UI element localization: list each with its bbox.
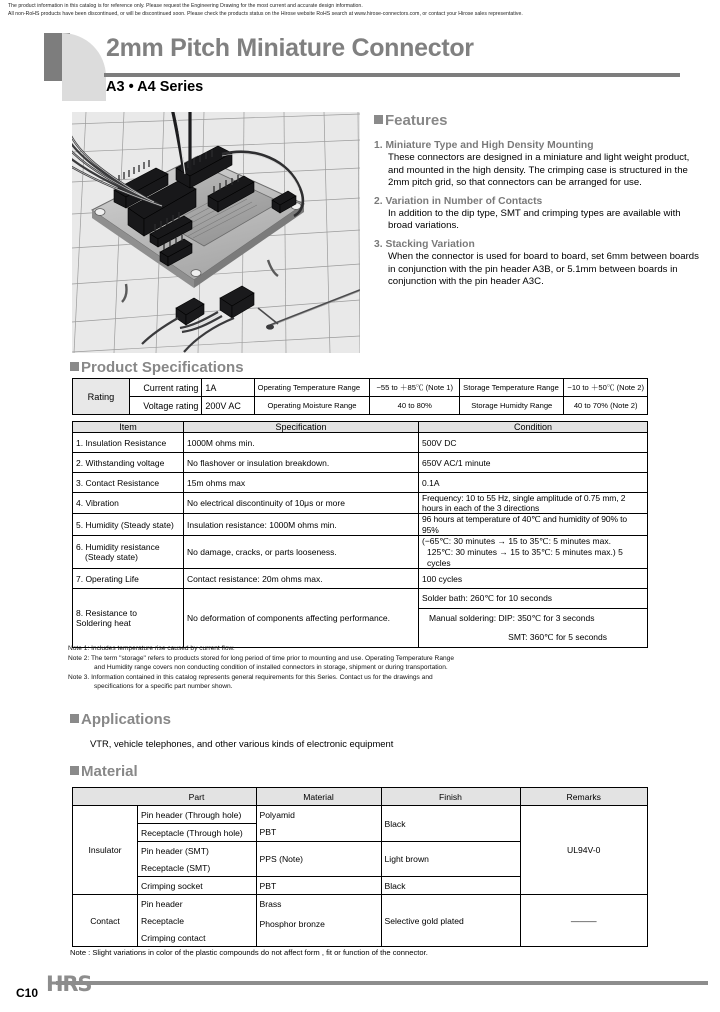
column-header-specification: Specification bbox=[184, 422, 419, 433]
spec-condition-line1: (−65℃: 30 minutes → 15 to 35℃: 5 minutes max. bbox=[422, 536, 611, 546]
spec-specification: No electrical discontinuity of 10μs or more bbox=[184, 493, 419, 514]
material-part: Receptacle bbox=[138, 912, 257, 929]
spec-specification: Contact resistance: 20m ohms max. bbox=[184, 569, 419, 589]
storage-temp-value: −10 to ＋50℃ (Note 2) bbox=[564, 379, 648, 397]
spec-condition-line2: 125℃: 30 minutes → 15 to 35℃: 5 minutes max.) 5 cycles bbox=[427, 547, 623, 568]
material-remarks: ——— bbox=[520, 895, 648, 947]
spec-condition: 100 cycles bbox=[419, 569, 648, 589]
material-group-contact: Contact bbox=[73, 895, 138, 947]
material-finish bbox=[381, 929, 520, 947]
table-row bbox=[73, 589, 648, 609]
material-part: Crimping socket bbox=[138, 877, 257, 895]
feature-title-text: Variation in Number of Contacts bbox=[385, 195, 543, 207]
material-table bbox=[72, 787, 648, 947]
operating-moisture-key: Operating Moisture Range bbox=[254, 397, 370, 415]
footer-rule bbox=[56, 981, 708, 985]
spec-item: 2. Withstanding voltage bbox=[73, 453, 184, 473]
spec-condition: 650V AC/1 minute bbox=[419, 453, 648, 473]
title-rule bbox=[104, 73, 680, 77]
table-row bbox=[73, 806, 648, 824]
material-part: Pin header (SMT) bbox=[138, 842, 257, 860]
title-quarter-shape bbox=[62, 33, 106, 101]
material-heading: Material bbox=[70, 763, 138, 780]
product-specifications-heading: Product Specifications bbox=[70, 359, 244, 376]
feature-title bbox=[374, 238, 704, 251]
material-material: Brass bbox=[256, 895, 381, 913]
column-header-part: Part bbox=[138, 788, 257, 806]
material-part: Pin header bbox=[138, 895, 257, 913]
feature-title bbox=[374, 195, 704, 208]
bullet-square-icon bbox=[70, 766, 79, 775]
material-material: PBT bbox=[256, 877, 381, 895]
material-finish: Black bbox=[381, 877, 520, 895]
spec-item: 4. Vibration bbox=[73, 493, 184, 514]
page-number: C10 bbox=[16, 986, 39, 1000]
table-row bbox=[73, 397, 648, 415]
table-row bbox=[73, 569, 648, 589]
material-note: Note : Slight variations in color of the plastic compounds do not affect form , fit or function of the connector. bbox=[70, 948, 428, 957]
material-finish: Selective gold plated bbox=[381, 912, 520, 929]
material-remarks: UL94V-0 bbox=[520, 806, 648, 895]
spec-item-line2: Soldering heat bbox=[76, 618, 131, 628]
features-heading: Features bbox=[374, 112, 448, 129]
column-header-finish: Finish bbox=[381, 788, 520, 806]
rating-table bbox=[72, 378, 648, 415]
operating-moisture-value: 40 to 80% bbox=[370, 397, 460, 415]
note-3-line1: Note 3. Information contained in this catalog represents general requirements for this Series. Contact us for the drawings and bbox=[68, 673, 433, 681]
applications-text: VTR, vehicle telephones, and other various kinds of electronic equipment bbox=[90, 738, 394, 749]
current-rating-value: 1A bbox=[202, 379, 254, 397]
operating-temp-key: Operating Temperature Range bbox=[254, 379, 370, 397]
material-material: PPS (Note) bbox=[256, 842, 381, 877]
spec-item-line2: (Steady state) bbox=[85, 552, 138, 562]
spec-item: 7. Operating Life bbox=[73, 569, 184, 589]
disclaimer-line-1: The product information in this catalog is for reference only. Please request the Engineering Drawing for the most current and accurate design information. bbox=[8, 3, 363, 9]
spec-condition: 0.1A bbox=[419, 473, 648, 493]
feature-body: In addition to the dip type, SMT and crimping types are available with broad variations. bbox=[388, 207, 681, 232]
feature-item bbox=[374, 195, 704, 233]
table-row bbox=[73, 493, 648, 514]
specifications-table bbox=[72, 421, 648, 648]
spec-condition bbox=[419, 536, 648, 569]
column-header-material: Material bbox=[256, 788, 381, 806]
note-1: Note 1: Includes temperature rise caused by current flow. bbox=[68, 645, 235, 652]
column-header-remarks: Remarks bbox=[520, 788, 648, 806]
material-material: Polyamid bbox=[256, 806, 381, 824]
feature-number: 2. bbox=[374, 195, 383, 207]
spec-specification: 15m ohms max bbox=[184, 473, 419, 493]
material-header-spacer bbox=[73, 788, 138, 806]
spec-condition: Solder bath: 260℃ for 10 seconds bbox=[419, 589, 648, 609]
title-block bbox=[44, 33, 684, 103]
material-material: PBT bbox=[256, 824, 381, 842]
material-group-insulator: Insulator bbox=[73, 806, 138, 895]
page-title: 2mm Pitch Miniature Connector bbox=[106, 34, 474, 62]
material-finish: Light brown bbox=[381, 842, 520, 877]
material-part: Receptacle (SMT) bbox=[138, 859, 257, 877]
spec-condition: SMT: 360℃ for 5 seconds bbox=[419, 628, 648, 648]
feature-body: When the connector is used for board to board, set 6mm between boards in conjunction with the pin header A3B, or 5.1mm between boards in conjunction with the pin header A3C. bbox=[388, 250, 699, 288]
product-photo bbox=[72, 112, 360, 353]
spec-condition: 96 hours at temperature of 40℃ and humidity of 90% to 95% bbox=[419, 514, 648, 536]
disclaimer-block bbox=[8, 2, 714, 19]
table-row bbox=[73, 379, 648, 397]
spec-specification: No damage, cracks, or parts looseness. bbox=[184, 536, 419, 569]
storage-temp-key: Storage Temperature Range bbox=[460, 379, 564, 397]
column-header-item: Item bbox=[73, 422, 184, 433]
storage-humidity-key: Storage Humidty Range bbox=[460, 397, 564, 415]
disclaimer-line-2: All non-RoHS products have been discontinued, or will be discontinued soon. Please check the products status on the Hirose website RoHS search at www.hirose-connectors.com, or contact your Hirose sales representative. bbox=[8, 11, 523, 18]
series-subtitle: A3 • A4 Series bbox=[106, 79, 204, 95]
table-row bbox=[73, 433, 648, 453]
spec-specification: No deformation of components affecting performance. bbox=[184, 589, 419, 648]
note-3-line2: specifications for a specific part number shown. bbox=[94, 683, 233, 691]
table-row bbox=[73, 514, 648, 536]
note-2-line1: Note 2: The term "storage" refers to products stored for long period of time prior to mounting and use. Operating Temperature Range bbox=[68, 654, 454, 662]
material-part: Pin header (Through hole) bbox=[138, 806, 257, 824]
table-row bbox=[73, 453, 648, 473]
material-finish: Black bbox=[381, 806, 520, 842]
note-2-line2: and Humidity range covers non conducting condition of installed connectors in storage, shipment or during transportation. bbox=[94, 664, 448, 672]
voltage-rating-value: 200V AC bbox=[202, 397, 254, 415]
features-list bbox=[374, 134, 704, 289]
spec-specification: No flashover or insulation breakdown. bbox=[184, 453, 419, 473]
spec-item: 5. Humidity (Steady state) bbox=[73, 514, 184, 536]
feature-item bbox=[374, 139, 704, 190]
storage-humidity-value: 40 to 70% (Note 2) bbox=[564, 397, 648, 415]
material-material: Phosphor bronze bbox=[256, 912, 381, 929]
table-row bbox=[73, 473, 648, 493]
feature-number: 1. bbox=[374, 140, 383, 151]
column-header-condition: Condition bbox=[419, 422, 648, 433]
feature-title bbox=[374, 139, 704, 152]
spec-condition: 500V DC bbox=[419, 433, 648, 453]
bullet-square-icon bbox=[70, 362, 79, 371]
spec-specification: Insulation resistance: 1000M ohms min. bbox=[184, 514, 419, 536]
material-material bbox=[256, 929, 381, 947]
feature-title-text: Miniature Type and High Density Mounting bbox=[385, 140, 594, 151]
spec-condition: Manual soldering: DIP: 350℃ for 3 seconds bbox=[419, 609, 648, 629]
current-rating-key: Current rating bbox=[129, 379, 202, 397]
table-header-row bbox=[73, 422, 648, 433]
material-part: Receptacle (Through hole) bbox=[138, 824, 257, 842]
bullet-square-icon bbox=[70, 714, 79, 723]
specification-notes bbox=[68, 644, 668, 692]
table-row bbox=[73, 536, 648, 569]
bullet-square-icon bbox=[374, 115, 383, 124]
spec-specification: 1000M ohms min. bbox=[184, 433, 419, 453]
spec-condition: Frequency: 10 to 55 Hz, single amplitude of 0.75 mm, 2 hours in each of the 3 directions bbox=[419, 493, 648, 514]
feature-title-text: Stacking Variation bbox=[385, 238, 475, 250]
rating-label: Rating bbox=[73, 379, 130, 415]
material-part: Crimping contact bbox=[138, 929, 257, 947]
voltage-rating-key: Voltage rating bbox=[129, 397, 202, 415]
spec-item-line1: 8. Resistance to bbox=[76, 608, 137, 618]
spec-item: 1. Insulation Resistance bbox=[73, 433, 184, 453]
feature-item bbox=[374, 238, 704, 289]
feature-number: 3. bbox=[374, 238, 383, 250]
table-row bbox=[73, 895, 648, 913]
hrs-logo: HRS bbox=[46, 972, 92, 996]
spec-item bbox=[73, 536, 184, 569]
table-header-row bbox=[73, 788, 648, 806]
spec-item: 3. Contact Resistance bbox=[73, 473, 184, 493]
spec-item bbox=[73, 589, 184, 648]
material-finish bbox=[381, 895, 520, 913]
spec-item-line1: 6. Humidity resistance bbox=[76, 542, 160, 552]
applications-heading: Applications bbox=[70, 711, 171, 728]
operating-temp-value: −55 to ＋85℃ (Note 1) bbox=[370, 379, 460, 397]
product-photo-illustration bbox=[72, 112, 360, 353]
feature-body: These connectors are designed in a miniature and light weight product, and mounted in the high density. The crimping case is structured in the 2mm pitch grid, so that connectors can be arranged for use. bbox=[388, 152, 690, 189]
